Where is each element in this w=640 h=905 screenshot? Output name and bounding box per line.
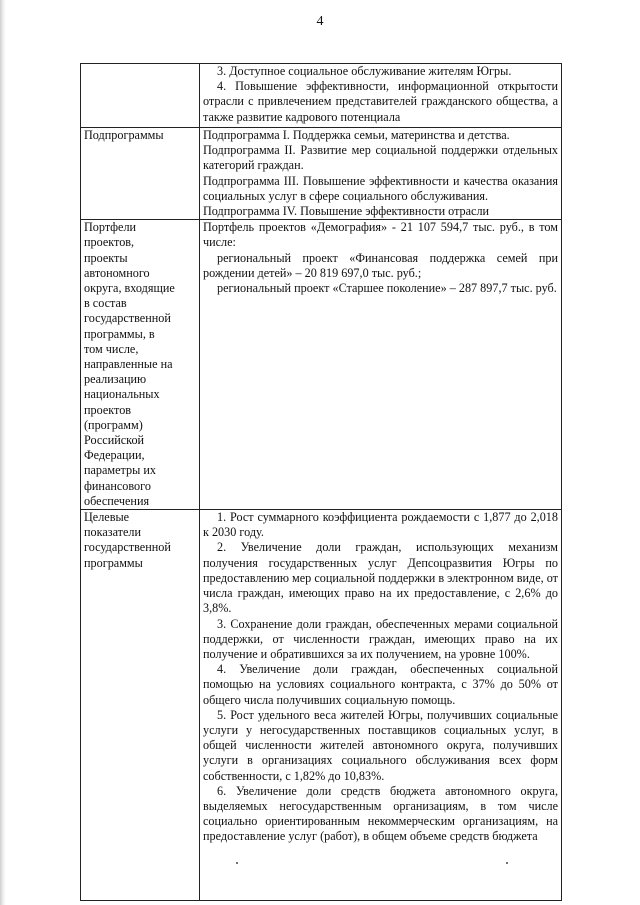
target-1: 1. Рост суммарного коэффициента рождаемости с 1,877 до 2,018 к 2030 году. — [203, 510, 558, 540]
subprogram-1: Подпрограмма I. Поддержка семьи, материнства и детства. — [203, 128, 510, 142]
goal-4: 4. Повышение эффективности, информационной открытости отрасли с привлечением представителей гражданского общества, а также развитие кадрового потенциала — [203, 79, 558, 124]
target-5: 5. Рост удельного веса жителей Югры, получивших социальные услуги у негосударственных поставщиков социальных услуг, в общей численности жителей автономного округа, получивших услуги в организациях социального обслуживания всех форм собственности, с 1,82% до 10,83%. — [203, 707, 558, 783]
goals-continuation-cell — [200, 64, 562, 128]
scan-edge — [0, 0, 6, 905]
target-2: 2. Увеличение доли граждан, использующих механизм получения государственных услуг Депсоцразвития Югры по предоставлению мер социальной поддержки в электронном виде, от числа граждан, имеющих право на их предоставление, с 2,6% до 3,8%. — [203, 540, 558, 616]
program-passport-table — [80, 63, 562, 901]
target-4: 4. Увеличение доли граждан, обеспеченных социальной помощью на условиях социального контракта, с 37% до 50% от общего числа получивших социальную помощь. — [203, 662, 558, 707]
table-row-project-portfolios — [81, 220, 562, 510]
portfolios-cell — [200, 220, 562, 510]
row-label-empty — [81, 64, 200, 128]
subprogram-3: Подпрограмма III. Повышение эффективности и качества оказания социальных услуг в сфере социального обслуживания. — [203, 173, 558, 203]
subprograms-cell — [200, 128, 562, 220]
portfolio-demography: Портфель проектов «Демография» - 21 107 594,7 тыс. руб., в том числе: — [203, 220, 558, 250]
scan-speck — [506, 862, 508, 864]
row-label-subprograms: Подпрограммы — [81, 128, 200, 220]
page-number: 4 — [316, 14, 324, 29]
table-row-target-indicators — [81, 510, 562, 901]
subprogram-2: Подпрограмма II. Развитие мер социальной поддержки отдельных категорий граждан. — [203, 143, 558, 173]
table-row-goals-continuation — [81, 64, 562, 128]
target-3: 3. Сохранение доли граждан, обеспеченных мерами социальной поддержки, от численности граждан, имеющих право на их получение и обратившихся за их получением, на уровне 100%. — [203, 616, 558, 661]
targets-label-text: Целевые показатели государственной программы — [84, 510, 171, 570]
portfolios-label-text: Портфели проектов, проекты автономного округа, входящие в состав государственной программы, в том числе, направленные на реализацию национальных проектов (программ) Российской Федерации, параметры их финансового обеспечения — [84, 220, 175, 508]
target-6: 6. Увеличение доли средств бюджета автономного округа, выделяемых негосударственным организациям, в том числе социально ориентированным некоммерческим организациям, на предоставление услуг (работ), в общем объеме средств бюджета — [203, 783, 558, 844]
row-label-portfolios — [81, 220, 200, 510]
targets-cell — [200, 510, 562, 901]
row-label-targets — [81, 510, 200, 901]
scan-speck — [236, 862, 238, 864]
table-row-subprograms — [81, 128, 562, 220]
project-family-support: региональный проект «Финансовая поддержка семей при рождении детей» – 20 819 697,0 тыс. руб.; — [203, 250, 558, 280]
project-older-generation: региональный проект «Старшее поколение» – 287 897,7 тыс. руб. — [217, 281, 557, 296]
goal-3: 3. Доступное социальное обслуживание жителям Югры. — [217, 64, 512, 78]
subprogram-4: Подпрограмма IV. Повышение эффективности отрасли — [203, 204, 490, 219]
